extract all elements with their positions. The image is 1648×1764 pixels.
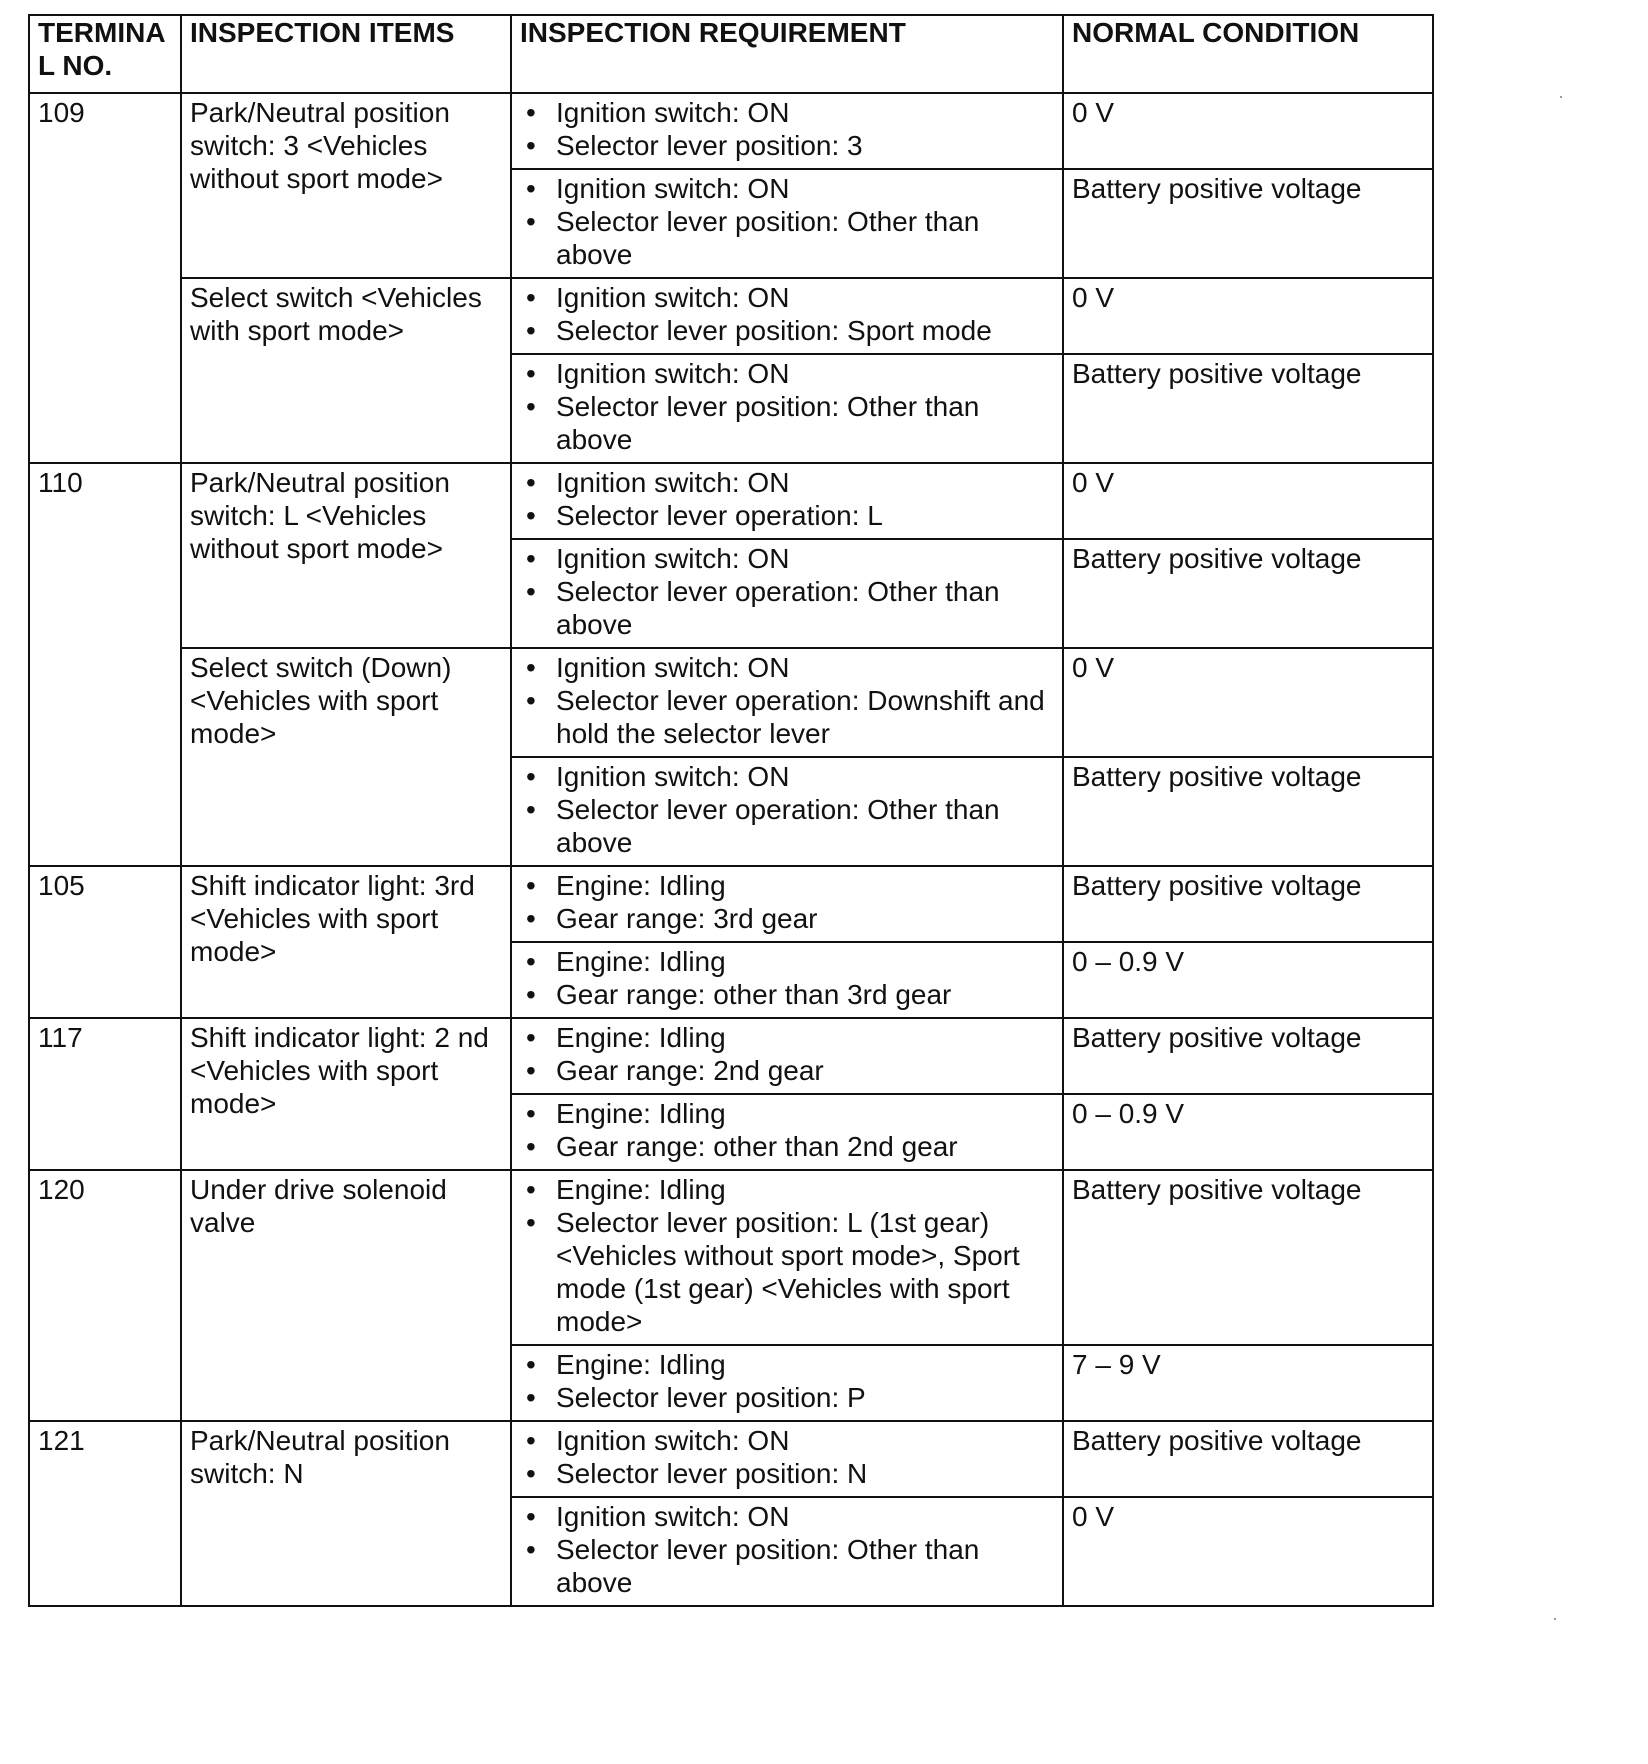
inspection-item-cell: Select switch <Vehicles with sport mode> — [181, 278, 511, 463]
requirement-cell — [511, 1345, 1063, 1421]
normal-condition-cell: Battery positive voltage — [1063, 169, 1433, 278]
requirement-cell — [511, 463, 1063, 539]
normal-condition-cell: 0 – 0.9 V — [1063, 942, 1433, 1018]
scan-speck — [1560, 96, 1562, 98]
requirement-item: • Gear range: 3rd gear — [556, 902, 1054, 935]
normal-condition-cell: Battery positive voltage — [1063, 1421, 1433, 1497]
requirement-list — [520, 466, 1054, 532]
requirement-list — [520, 96, 1054, 162]
requirement-list — [520, 281, 1054, 347]
inspection-requirement-header: INSPECTION REQUIREMENT — [511, 15, 1063, 93]
requirement-list — [520, 542, 1054, 641]
table-row — [29, 278, 1433, 354]
requirement-cell — [511, 1018, 1063, 1094]
normal-condition-cell: Battery positive voltage — [1063, 354, 1433, 463]
requirement-item: • Selector lever position: Other than above — [556, 390, 1054, 456]
table-row — [29, 1421, 1433, 1497]
requirement-item: • Selector lever position: Other than above — [556, 205, 1054, 271]
requirement-item: • Gear range: other than 2nd gear — [556, 1130, 1054, 1163]
requirement-list — [520, 1500, 1054, 1599]
requirement-cell — [511, 169, 1063, 278]
requirement-item: • Selector lever operation: Other than above — [556, 575, 1054, 641]
requirement-cell — [511, 1497, 1063, 1606]
table-row — [29, 866, 1433, 942]
requirement-item: • Selector lever operation: Downshift and hold the selector lever — [556, 684, 1054, 750]
requirement-item: • Ignition switch: ON — [556, 1500, 1054, 1533]
requirement-item: • Selector lever position: 3 — [556, 129, 1054, 162]
normal-condition-cell: 0 V — [1063, 93, 1433, 169]
requirement-list — [520, 1424, 1054, 1490]
inspection-item-cell: Shift indicator light: 3rd <Vehicles with sport mode> — [181, 866, 511, 1018]
terminal-number-cell: 105 — [29, 866, 181, 1018]
inspection-item-cell: Park/Neutral position switch: 3 <Vehicles without sport mode> — [181, 93, 511, 278]
table-body — [29, 93, 1433, 1606]
normal-condition-cell: Battery positive voltage — [1063, 539, 1433, 648]
requirement-cell — [511, 278, 1063, 354]
requirement-item: • Selector lever position: N — [556, 1457, 1054, 1490]
normal-condition-cell: Battery positive voltage — [1063, 1170, 1433, 1345]
inspection-item-cell: Select switch (Down) <Vehicles with sport mode> — [181, 648, 511, 866]
inspection-items-header: INSPECTION ITEMS — [181, 15, 511, 93]
normal-condition-cell: 7 – 9 V — [1063, 1345, 1433, 1421]
normal-condition-cell: Battery positive voltage — [1063, 866, 1433, 942]
requirement-item: • Selector lever position: L (1st gear) <Vehicles without sport mode>, Sport mode (1st gear) <Vehicles with sport mode> — [556, 1206, 1054, 1338]
requirement-list — [520, 1021, 1054, 1087]
requirement-item: • Ignition switch: ON — [556, 96, 1054, 129]
requirement-list — [520, 869, 1054, 935]
inspection-item-cell: Park/Neutral position switch: L <Vehicles without sport mode> — [181, 463, 511, 648]
normal-condition-cell: 0 V — [1063, 463, 1433, 539]
requirement-cell — [511, 1170, 1063, 1345]
requirement-cell — [511, 1094, 1063, 1170]
normal-condition-header: NORMAL CONDITION — [1063, 15, 1433, 93]
scan-speck — [1554, 1618, 1556, 1620]
requirement-cell — [511, 354, 1063, 463]
normal-condition-cell: Battery positive voltage — [1063, 1018, 1433, 1094]
requirement-cell — [511, 93, 1063, 169]
requirement-item: • Ignition switch: ON — [556, 466, 1054, 499]
requirement-item: • Engine: Idling — [556, 1348, 1054, 1381]
requirement-item: • Engine: Idling — [556, 945, 1054, 978]
requirement-cell — [511, 648, 1063, 757]
table-row — [29, 648, 1433, 757]
requirement-list — [520, 357, 1054, 456]
requirement-item: • Selector lever operation: L — [556, 499, 1054, 532]
header-row — [29, 15, 1433, 93]
requirement-cell — [511, 539, 1063, 648]
requirement-list — [520, 1348, 1054, 1414]
terminal-number-cell: 109 — [29, 93, 181, 463]
requirement-item: • Engine: Idling — [556, 1021, 1054, 1054]
requirement-item: • Ignition switch: ON — [556, 357, 1054, 390]
requirement-item: • Gear range: 2nd gear — [556, 1054, 1054, 1087]
requirement-list — [520, 760, 1054, 859]
inspection-item-cell: Park/Neutral position switch: N — [181, 1421, 511, 1606]
requirement-list — [520, 945, 1054, 1011]
requirement-item: • Selector lever operation: Other than above — [556, 793, 1054, 859]
terminal-number-cell: 110 — [29, 463, 181, 866]
terminal-inspection-table — [28, 14, 1434, 1607]
requirement-cell — [511, 942, 1063, 1018]
requirement-item: • Selector lever position: P — [556, 1381, 1054, 1414]
requirement-item: • Selector lever position: Sport mode — [556, 314, 1054, 347]
normal-condition-cell: 0 V — [1063, 648, 1433, 757]
requirement-item: • Ignition switch: ON — [556, 542, 1054, 575]
requirement-list — [520, 1097, 1054, 1163]
table-row — [29, 1018, 1433, 1094]
terminal-number-cell: 121 — [29, 1421, 181, 1606]
requirement-item: • Ignition switch: ON — [556, 281, 1054, 314]
requirement-item: • Ignition switch: ON — [556, 1424, 1054, 1457]
requirement-item: • Ignition switch: ON — [556, 760, 1054, 793]
requirement-item: • Engine: Idling — [556, 1173, 1054, 1206]
table-row — [29, 1170, 1433, 1345]
table-row — [29, 463, 1433, 539]
requirement-item: • Ignition switch: ON — [556, 172, 1054, 205]
requirement-cell — [511, 866, 1063, 942]
terminal-number-cell: 117 — [29, 1018, 181, 1170]
normal-condition-cell: 0 – 0.9 V — [1063, 1094, 1433, 1170]
terminal-no-header: TERMINA L NO. — [29, 15, 181, 93]
requirement-cell — [511, 757, 1063, 866]
requirement-item: • Gear range: other than 3rd gear — [556, 978, 1054, 1011]
requirement-item: • Ignition switch: ON — [556, 651, 1054, 684]
inspection-item-cell: Shift indicator light: 2 nd <Vehicles with sport mode> — [181, 1018, 511, 1170]
normal-condition-cell: Battery positive voltage — [1063, 757, 1433, 866]
requirement-item: • Engine: Idling — [556, 1097, 1054, 1130]
requirement-list — [520, 1173, 1054, 1338]
requirement-list — [520, 172, 1054, 271]
requirement-item: • Engine: Idling — [556, 869, 1054, 902]
table-row — [29, 93, 1433, 169]
normal-condition-cell: 0 V — [1063, 1497, 1433, 1606]
requirement-cell — [511, 1421, 1063, 1497]
inspection-sheet — [28, 14, 1432, 1607]
normal-condition-cell: 0 V — [1063, 278, 1433, 354]
requirement-item: • Selector lever position: Other than above — [556, 1533, 1054, 1599]
requirement-list — [520, 651, 1054, 750]
inspection-item-cell: Under drive solenoid valve — [181, 1170, 511, 1421]
terminal-number-cell: 120 — [29, 1170, 181, 1421]
